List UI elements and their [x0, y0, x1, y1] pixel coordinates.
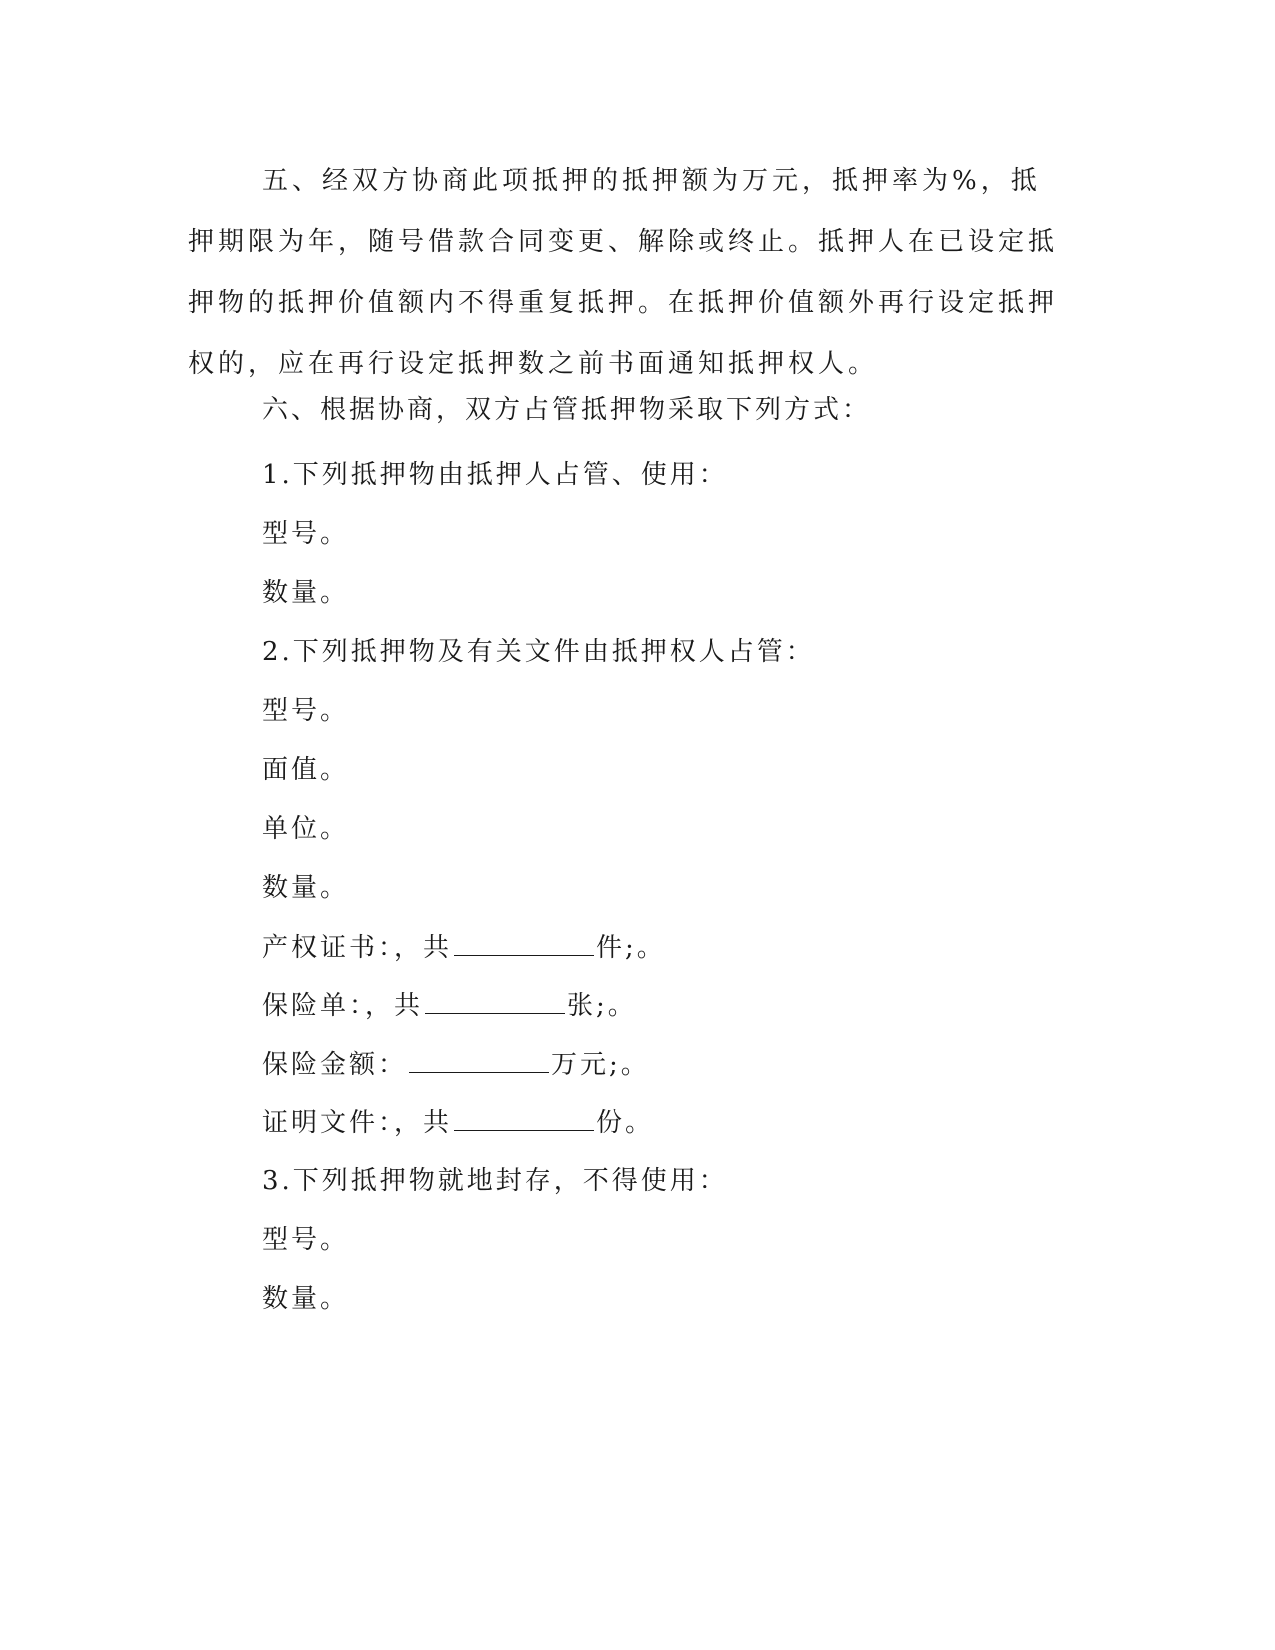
- item-3-model: 型号。: [262, 1225, 350, 1255]
- item-1-model: 型号。: [262, 519, 350, 549]
- item-2-face-value: 面值。: [262, 755, 350, 785]
- item-1-heading: 1.下列抵押物由抵押人占管、使用：: [262, 460, 728, 490]
- item-2-model: 型号。: [262, 696, 350, 726]
- property-certificate-label: 产权证书：，共: [262, 933, 453, 963]
- property-certificate-blank: [454, 927, 594, 956]
- insurance-policy-blank: [425, 985, 565, 1014]
- item-3-quantity: 数量。: [262, 1284, 350, 1314]
- insurance-amount-suffix: 万元;。: [551, 1050, 650, 1080]
- insurance-policy-label: 保险单：，共: [262, 991, 424, 1021]
- property-certificate-line: [262, 927, 666, 967]
- proof-documents-label: 证明文件：，共: [262, 1108, 453, 1138]
- proof-documents-suffix: 份。: [596, 1108, 655, 1138]
- insurance-policy-suffix: 张;。: [567, 991, 637, 1021]
- section-6-heading: 六、根据协商，双方占管抵押物采取下列方式：: [262, 395, 872, 425]
- section-5-paragraph: 五、经双方协商此项抵押的抵押额为万元，抵押率为%，抵押期限为年，随号借款合同变更、解除或终止。抵押人在已设定抵押物的抵押价值额内不得重复抵押。在抵押价值额外再行设定抵押权的，应在再行设定抵押数之前书面通知抵押权人。: [188, 166, 1059, 379]
- item-3-heading: 3.下列抵押物就地封存，不得使用：: [262, 1166, 728, 1196]
- insurance-amount-blank: [409, 1044, 549, 1073]
- insurance-amount-line: [262, 1044, 650, 1084]
- insurance-amount-label: 保险金额：: [262, 1050, 408, 1080]
- item-2-quantity: 数量。: [262, 873, 350, 903]
- item-1-quantity: 数量。: [262, 578, 350, 608]
- item-2-unit: 单位。: [262, 814, 350, 844]
- insurance-policy-line: [262, 985, 637, 1025]
- proof-documents-blank: [454, 1102, 594, 1131]
- proof-documents-line: [262, 1102, 654, 1142]
- item-2-heading: 2.下列抵押物及有关文件由抵押权人占管：: [262, 637, 815, 667]
- property-certificate-suffix: 件;。: [596, 933, 666, 963]
